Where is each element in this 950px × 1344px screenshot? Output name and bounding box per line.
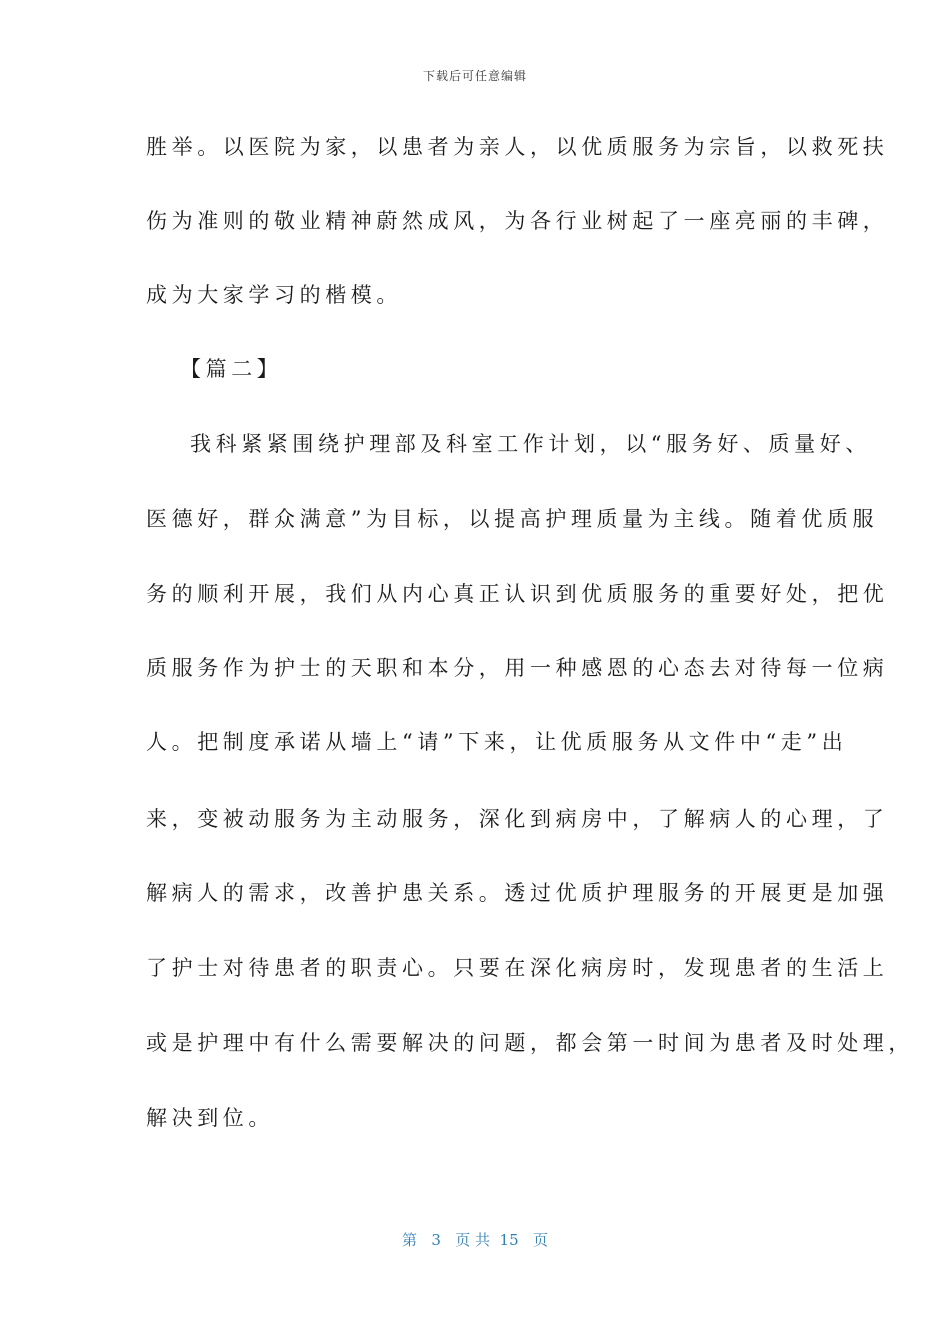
body-line: 解病人的需求，改善护患关系。透过优质护理服务的开展更是加强 [146, 881, 889, 905]
body-line: 务的顺利开展，我们从内心真正认识到优质服务的重要好处，把优 [146, 582, 889, 606]
section-heading: 【篇二】 [180, 357, 283, 381]
body-line: 质服务作为护士的天职和本分，用一种感恩的心态去对待每一位病 [146, 656, 889, 680]
body-line: 胜举。以医院为家，以患者为亲人，以优质服务为宗旨，以救死扶 [146, 135, 889, 159]
body-line: 来，变被动服务为主动服务，深化到病房中，了解病人的心理，了 [146, 807, 889, 831]
body-line: 医德好，群众满意”为目标，以提高护理质量为主线。随着优质服 [146, 507, 879, 531]
footer-prefix: 第 [402, 1231, 418, 1249]
body-line: 成为大家学习的楷模。 [146, 283, 402, 307]
body-line: 了护士对待患者的职责心。只要在深化病房时，发现患者的生活上 [146, 956, 889, 980]
footer-suffix: 页 [532, 1231, 548, 1249]
footer-middle: 页 共 [455, 1231, 490, 1249]
body-line: 解决到位。 [146, 1106, 274, 1130]
body-line: 我科紧紧围绕护理部及科室工作计划，以“服务好、质量好、 [190, 432, 871, 456]
header-note: 下载后可任意编辑 [422, 69, 527, 83]
total-pages: 15 [499, 1231, 519, 1249]
page-number: 3 [431, 1231, 441, 1249]
body-line: 或是护理中有什么需要解决的问题，都会第一时间为患者及时处理， [146, 1031, 914, 1055]
page-footer [0, 1229, 950, 1250]
body-line: 人。把制度承诺从墙上“请”下来，让优质服务从文件中“走”出 [146, 730, 848, 754]
body-line: 伤为准则的敬业精神蔚然成风，为各行业树起了一座亮丽的丰碑， [146, 209, 889, 233]
